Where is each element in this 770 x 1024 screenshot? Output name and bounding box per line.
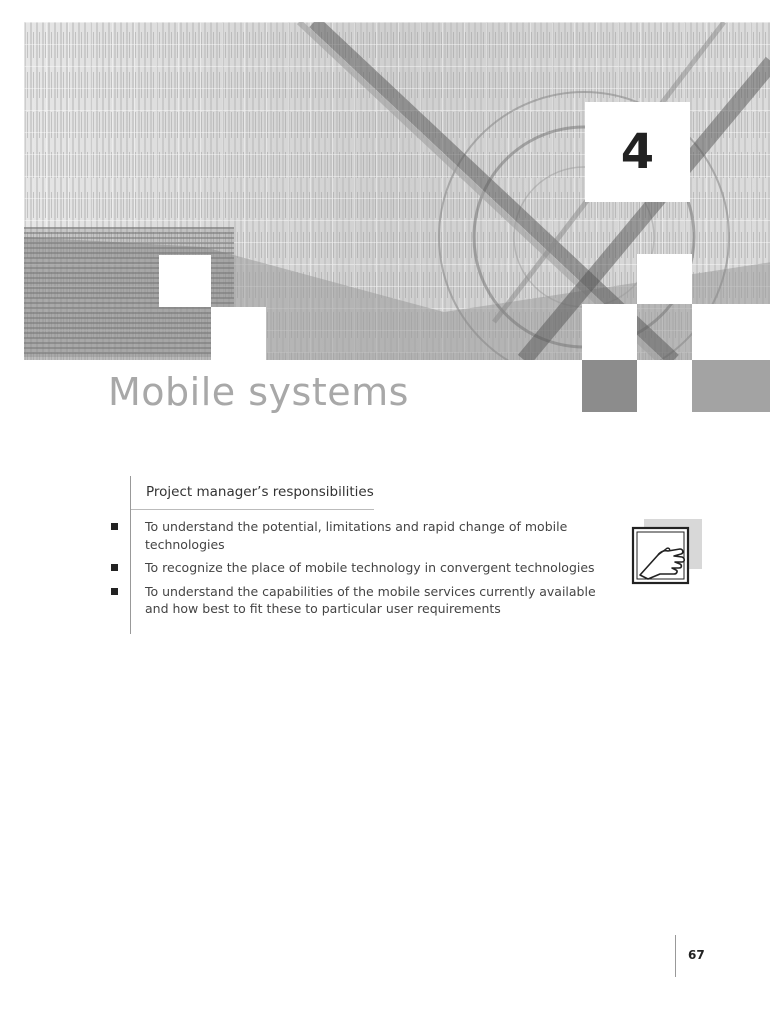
list-item (145, 559, 615, 577)
page-number-divider (675, 935, 676, 977)
pointing-hand-icon (630, 519, 702, 587)
list-item (145, 583, 615, 618)
bullet-square-icon (111, 588, 118, 595)
chapter-number: 4 (585, 102, 690, 202)
heading-divider (131, 509, 374, 510)
checker-squares-decoration (582, 360, 770, 412)
page-number: 67 (688, 948, 705, 962)
chapter-title: Mobile systems (108, 370, 409, 414)
list-item (145, 518, 615, 553)
responsibilities-list (145, 518, 615, 624)
list-item-text: To understand the capabilities of the mobile services currently available and how best to fit these to particular user requirements (145, 583, 596, 616)
bullet-square-icon (111, 564, 118, 571)
list-item-text: To understand the potential, limitations and rapid change of mobile technologies (145, 519, 568, 552)
list-item-text: To recognize the place of mobile technology in convergent technologies (145, 560, 595, 575)
bullet-square-icon (111, 523, 118, 530)
responsibilities-heading: Project manager’s responsibilities (146, 484, 374, 500)
responsibilities-box (130, 476, 611, 634)
